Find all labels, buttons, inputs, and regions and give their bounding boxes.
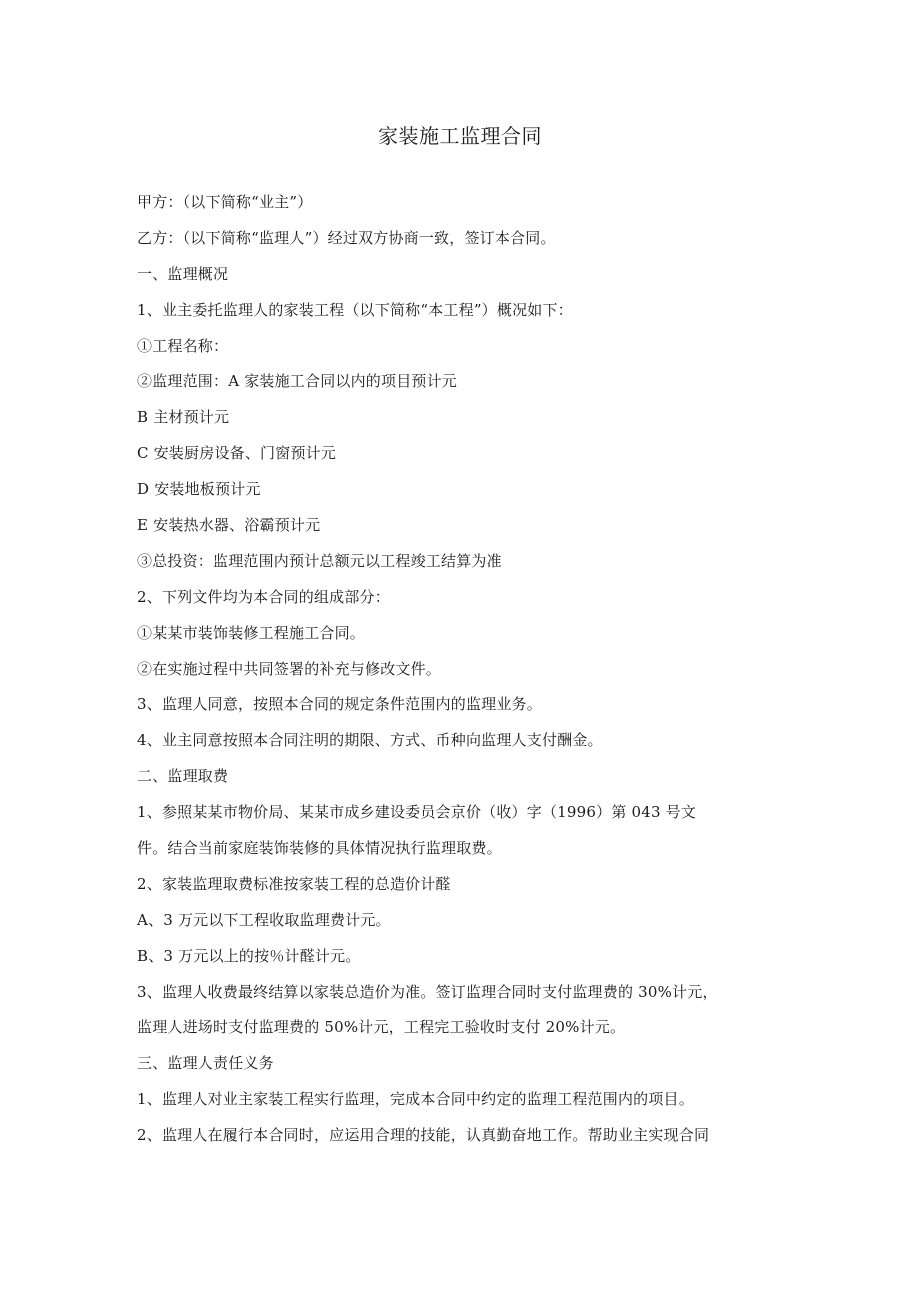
text-line: 1、监理人对业主家装工程实行监理，完成本合同中约定的监理工程范围内的项目。 xyxy=(137,1090,694,1109)
section-heading: 一、监理概况 xyxy=(137,264,229,283)
text-line: E 安装热水器、浴霸预计元 xyxy=(137,516,321,535)
text-line: ①工程名称： xyxy=(137,336,229,355)
text-line: 甲方：（以下简称“业主”） xyxy=(137,193,313,211)
text-line: B、3 万元以上的按％计醛计元。 xyxy=(137,946,361,965)
text-line: D 安装地板预计元 xyxy=(137,480,261,499)
text-line: A、3 万元以下工程收取监理费计元。 xyxy=(137,910,391,929)
text-line: 1、业主委托监理人的家装工程（以下简称“本工程”）概况如下： xyxy=(137,300,573,319)
text-line: B 主材预计元 xyxy=(137,408,230,427)
text-line: ①某某市装饰装修工程施工合同。 xyxy=(137,623,366,642)
text-line: 2、下列文件均为本合同的组成部分： xyxy=(137,587,390,606)
text-line: 1、参照某某市物价局、某某市成乡建设委员会京价（收）字（1996）第 043 号文 xyxy=(137,803,697,822)
text-line: 件。结合当前家庭装饰装修的具体情况执行监理取费。 xyxy=(137,839,502,858)
section-heading: 三、监理人责任义务 xyxy=(137,1054,274,1073)
text-line: 3、监理人同意，按照本合同的规定条件范围内的监理业务。 xyxy=(137,695,542,714)
text-line: 4、业主同意按照本合同注明的期限、方式、币种向监理人支付酬金。 xyxy=(137,731,603,750)
text-line: ③总投资：监理范围内预计总额元以工程竣工结算为准 xyxy=(137,551,502,570)
text-line: 2、监理人在履行本合同时，应运用合理的技能，认真勤奋地工作。帮助业主实现合同 xyxy=(137,1126,710,1145)
text-line: C 安装厨房设备、门窗预计元 xyxy=(137,444,337,463)
document-body xyxy=(137,185,797,1154)
text-line: ②在实施过程中共同签署的补充与修改文件。 xyxy=(137,659,442,678)
section-heading: 二、监理取费 xyxy=(137,767,229,786)
text-line: 监理人进场时支付监理费的 50%计元，工程完工验收时支付 20%计元。 xyxy=(137,1018,626,1037)
text-line: 2、家装监理取费标准按家装工程的总造价计醛 xyxy=(137,874,451,893)
text-line: 乙方：（以下简称“监理人”）经过双方协商一致，签订本合同。 xyxy=(137,228,556,247)
document-title: 家装施工监理合同 xyxy=(378,124,542,148)
text-line: 3、监理人收费最终结算以家装总造价为准。签订监理合同时支付监理费的 30%计元， xyxy=(137,982,718,1001)
text-line: ②监理范围：A 家装施工合同以内的项目预计元 xyxy=(137,372,458,391)
